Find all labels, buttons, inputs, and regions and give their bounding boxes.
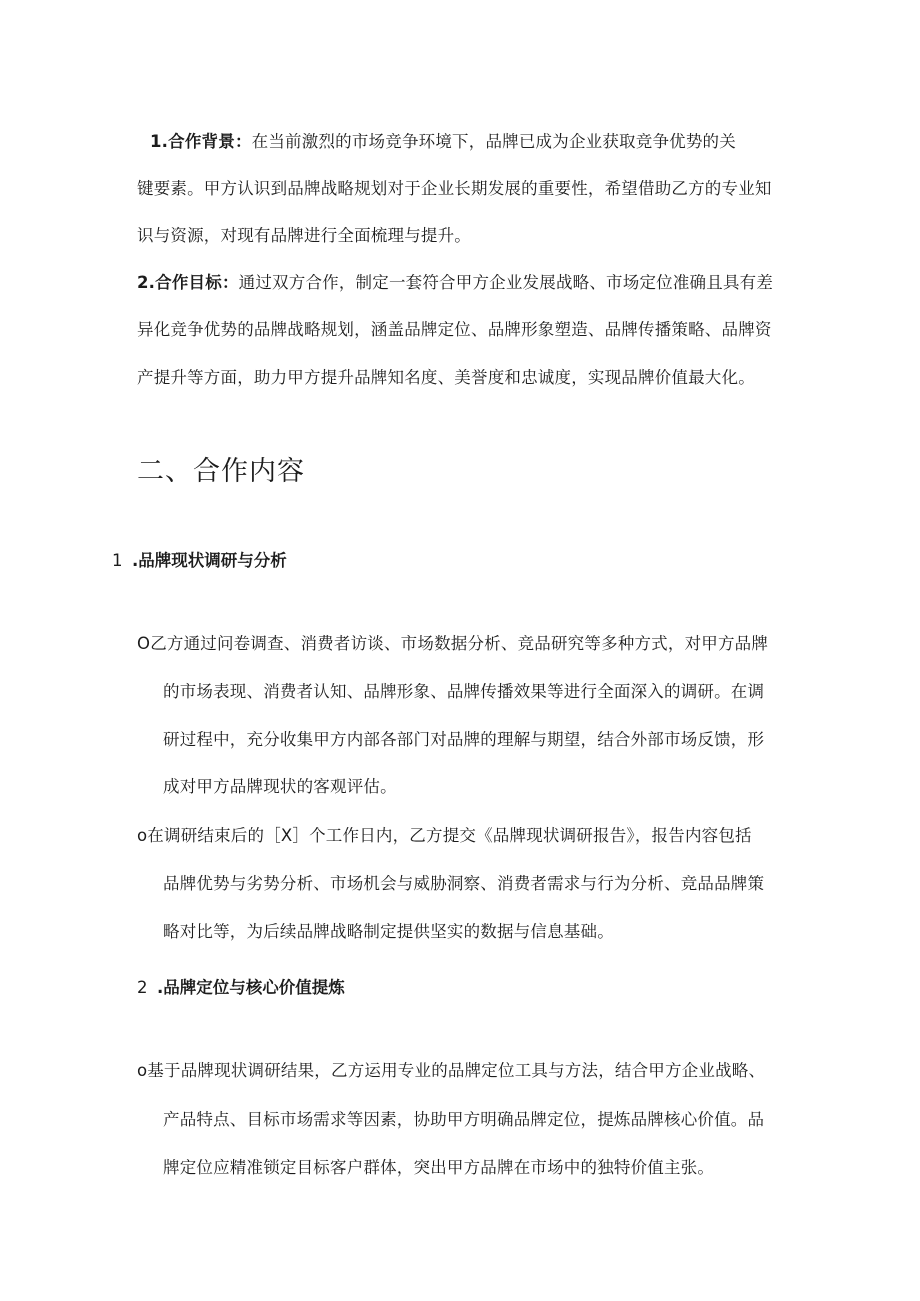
background-item-1-line-1 (150, 130, 736, 154)
sub1-bullet-1-line-4: 成对甲方品牌现状的客观评估。 (163, 777, 397, 796)
section-title: 二、合作内容 (137, 456, 305, 487)
background-item-1-line-3: 识与资源，对现有品牌进行全面梳理与提升。 (137, 226, 471, 245)
sub1-bullet-2-line-1 (137, 824, 752, 848)
sub2-bullet-1-line-2: 产品特点、目标市场需求等因素，协助甲方明确品牌定位，提炼品牌核心价值。品 (163, 1110, 765, 1129)
subheading-1-number: 1 (112, 551, 123, 570)
background-item-2-line-3: 产提升等方面，助力甲方提升品牌知名度、美誉度和忠诚度，实现品牌价值最大化。 (137, 368, 755, 387)
bullet-marker: o (137, 826, 148, 845)
background-item-1-line-2: 键要素。甲方认识到品牌战略规划对于企业长期发展的重要性，希望借助乙方的专业知 (137, 179, 772, 198)
bullet-marker: O (137, 634, 151, 653)
bullet-text: 基于品牌现状调研结果，乙方运用专业的品牌定位工具与方法，结合甲方企业战略、 (147, 1061, 766, 1080)
sub2-bullet-1-line-1 (137, 1059, 765, 1083)
background-item-1-label: 1.合作背景： (150, 132, 252, 151)
sub1-bullet-2-line-3: 略对比等，为后续品牌战略制定提供坚实的数据与信息基础。 (163, 922, 614, 941)
sub1-bullet-1-line-2: 的市场表现、消费者认知、品牌形象、品牌传播效果等进行全面深入的调研。在调 (163, 682, 765, 701)
sub1-bullet-1-line-3: 研过程中，充分收集甲方内部各部门对品牌的理解与期望，结合外部市场反馈，形 (163, 730, 765, 749)
subheading-2-number: 2 (137, 978, 148, 997)
subheading-2-title: .品牌定位与核心价值提炼 (157, 978, 345, 997)
bullet-text: 乙方通过问卷调查、消费者访谈、市场数据分析、竞品研究等多种方式，对甲方品牌 (150, 634, 769, 653)
sub2-bullet-1-line-3: 牌定位应精准锁定目标客户群体，突出甲方品牌在市场中的独特价值主张。 (163, 1158, 715, 1177)
background-item-2-line-1 (137, 271, 773, 295)
bullet-marker: o (137, 1061, 148, 1080)
background-item-1-text: 在当前激烈的市场竞争环境下，品牌已成为企业获取竞争优势的关 (251, 132, 736, 151)
subheading-2 (137, 976, 345, 1000)
bullet-text: 在调研结束后的［X］个工作日内，乙方提交《品牌现状调研报告》，报告内容包括 (147, 826, 752, 845)
sub1-bullet-1-line-1 (137, 632, 768, 656)
background-item-2-text: 通过双方合作，制定一套符合甲方企业发展战略、市场定位准确且具有差 (238, 273, 774, 292)
subheading-1-title: .品牌现状调研与分析 (132, 551, 287, 570)
background-item-2-label: 2.合作目标： (137, 273, 239, 292)
background-item-2-line-2: 异化竞争优势的品牌战略规划，涵盖品牌定位、品牌形象塑造、品牌传播策略、品牌资 (137, 320, 772, 339)
subheading-1 (112, 549, 287, 573)
sub1-bullet-2-line-2: 品牌优势与劣势分析、市场机会与威胁洞察、消费者需求与行为分析、竞品品牌策 (163, 874, 765, 893)
